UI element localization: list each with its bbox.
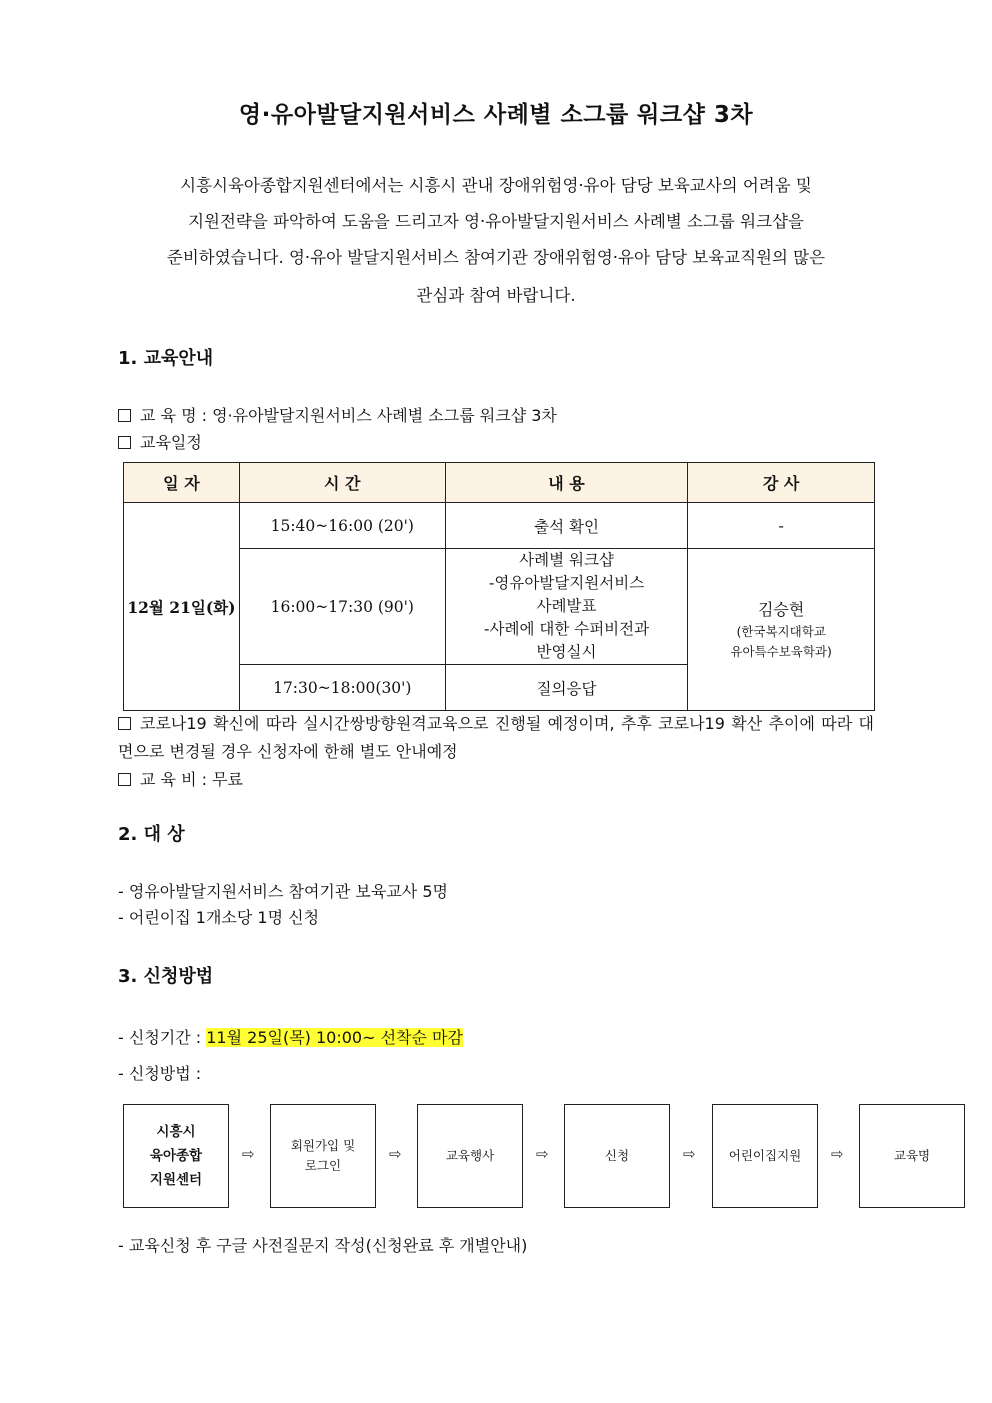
content-line: -사례에 대한 수퍼비전과 <box>483 620 650 638</box>
time-cell: 15:40~16:00 (20') <box>239 503 445 549</box>
content-cell: 출석 확인 <box>445 503 688 549</box>
intro-line-4: 관심과 참여 바랍니다. <box>416 286 576 305</box>
covid-note: 코로나19 확신에 따라 실시간쌍방향원격교육으로 진행될 예정이며, 추후 코로나19 확산 추이에 따라 대면으로 변경될 경우 신청자에 한해 별도 안내예정 <box>118 714 874 761</box>
step-text: 교육행사 <box>445 1148 495 1163</box>
step-box <box>417 1104 523 1208</box>
arrow-right-icon: ⇨ <box>242 1145 255 1163</box>
section2-heading: 2. 대 상 <box>118 824 185 845</box>
target-item: - 영유아발달지원서비스 참여기관 보육교사 5명 <box>118 882 448 901</box>
step-text: 육아종합 <box>149 1148 203 1164</box>
page-title: 영·유아발달지원서비스 사례별 소그룹 워크샵 3차 <box>238 102 754 128</box>
lecturer-cell: - <box>688 503 875 549</box>
course-name-line: 교 육 명 : 영·유아발달지원서비스 사례별 소그룹 워크샵 3차 <box>118 403 557 426</box>
content-line: 사례별 워크샵 <box>519 551 614 569</box>
header-content: 내 용 <box>445 463 688 503</box>
intro-line-3: 준비하였습니다. 영·유아 발달지원서비스 참여기관 장애위험영·유아 담당 보육교직원의 많은 <box>166 248 826 267</box>
step-box <box>859 1104 965 1208</box>
schedule-label-line: 교육일정 <box>118 430 202 453</box>
step-box <box>270 1104 376 1208</box>
footer-note: - 교육신청 후 구글 사전질문지 작성(신청완료 후 개별안내) <box>118 1236 528 1255</box>
step-text: 지원센터 <box>149 1172 203 1188</box>
step-box <box>123 1104 229 1208</box>
arrow-right-icon: ⇨ <box>536 1145 549 1163</box>
checkbox-icon <box>118 409 131 422</box>
step-text: 시흥시 <box>156 1124 196 1140</box>
step-box <box>564 1104 670 1208</box>
content-line: -영유아발달지원서비스 <box>488 574 645 592</box>
content-line: 사례발표 <box>536 597 597 615</box>
content-line: 반영실시 <box>536 643 597 661</box>
method-label: - 신청방법 : <box>118 1064 202 1083</box>
step-text: 어린이집지원 <box>728 1148 802 1163</box>
checkbox-icon <box>118 717 131 730</box>
date-cell: 12월 21일(화) <box>124 503 240 711</box>
time-cell: 17:30~18:00(30') <box>239 665 445 711</box>
intro-line-2: 지원전략을 파악하여 도움을 드리고자 영·유아발달지원서비스 사례별 소그룹 워크샵을 <box>188 212 804 231</box>
period-label: - 신청기간 : <box>118 1028 207 1047</box>
header-time: 시 간 <box>239 463 445 503</box>
schedule-table <box>123 462 875 711</box>
arrow-right-icon: ⇨ <box>389 1145 402 1163</box>
lecturer-cell <box>688 549 875 711</box>
checkbox-icon <box>118 773 131 786</box>
section3-heading: 3. 신청방법 <box>118 966 214 987</box>
lecturer-name: 김승현 <box>757 599 805 619</box>
content-cell <box>445 549 688 665</box>
arrow-right-icon: ⇨ <box>683 1145 696 1163</box>
checkbox-icon <box>118 436 131 449</box>
step-text: 회원가입 및 <box>290 1138 356 1153</box>
fee-line: 교 육 비 : 무료 <box>118 767 243 790</box>
step-box <box>712 1104 818 1208</box>
table-header-row <box>124 463 875 503</box>
header-date: 일 자 <box>124 463 240 503</box>
step-text: 교육명 <box>893 1148 931 1163</box>
section1-heading: 1. 교육안내 <box>118 348 214 369</box>
intro-line-1: 시흥시육아종합지원센터에서는 시흥시 관내 장애위험영·유아 담당 보육교사의 어려움 및 <box>180 176 812 195</box>
step-text: 로그인 <box>304 1158 342 1173</box>
lecturer-affiliation: 유아특수보육학과) <box>730 643 832 659</box>
content-cell: 질의응답 <box>445 665 688 711</box>
step-text: 신청 <box>604 1148 630 1163</box>
table-row <box>124 503 875 549</box>
time-cell: 16:00~17:30 (90') <box>239 549 445 665</box>
header-lecturer: 강 사 <box>688 463 875 503</box>
period-line <box>118 1025 463 1048</box>
lecturer-affiliation: (한국복지대학교 <box>736 623 826 639</box>
period-highlight: 11월 25일(목) 10:00~ 선착순 마감 <box>206 1028 463 1047</box>
target-item: - 어린이집 1개소당 1명 신청 <box>118 908 320 927</box>
arrow-right-icon: ⇨ <box>831 1145 844 1163</box>
